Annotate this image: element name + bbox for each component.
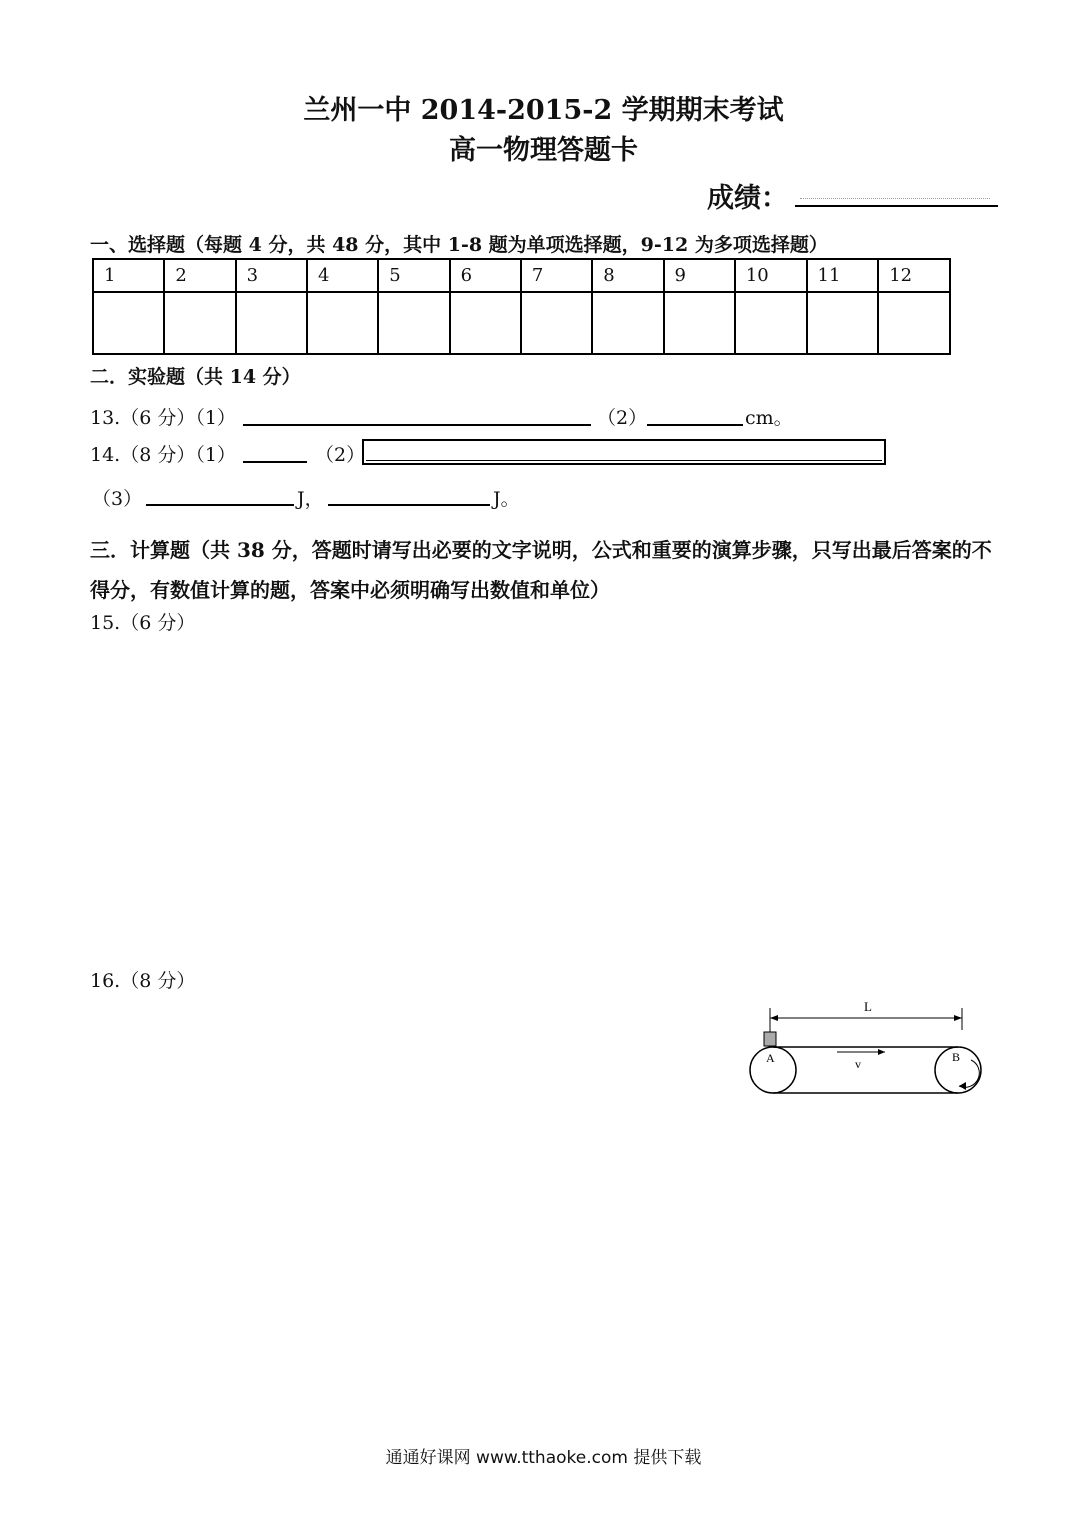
- point-b-label: B: [952, 1050, 961, 1064]
- q14-answer2-box[interactable]: [362, 439, 886, 465]
- velocity-arrowhead: [878, 1049, 885, 1055]
- q14-answer1-line[interactable]: [243, 461, 307, 463]
- exam-title: 兰州一中 2014-2015-2 学期期末考试: [303, 95, 784, 126]
- q16-label: 16.（8 分）: [90, 970, 196, 992]
- answer-cell[interactable]: [450, 292, 521, 354]
- answer-cell[interactable]: [307, 292, 378, 354]
- section3-heading: 三．计算题（共 38 分，答题时请写出必要的文字说明，公式和重要的演算步骤，只写出最后答案的不得分，有数值计算的题，答案中必须明确写出数值和单位）: [90, 538, 992, 602]
- answer-cell[interactable]: [521, 292, 592, 354]
- score-label: 成绩：: [707, 183, 788, 214]
- question-number-cell: 5: [378, 259, 449, 292]
- section1-heading: 一、选择题（每题 4 分，共 48 分，其中 1-8 题为单项选择题，9-12 为多项选择题）: [90, 234, 828, 256]
- footer-source: 通通好课网 www.tthaoke.com 提供下载: [385, 1448, 702, 1468]
- answer-cell[interactable]: [878, 292, 950, 354]
- question-number-cell: 10: [735, 259, 807, 292]
- question-number-cell: 7: [521, 259, 592, 292]
- q14-part3-label: （3）: [92, 488, 143, 510]
- q14-part2-label: （2）: [315, 444, 366, 466]
- q14-unit-a: J，: [297, 488, 324, 510]
- answer-cell[interactable]: [807, 292, 879, 354]
- q13-part2-label: （2）: [597, 407, 648, 429]
- q14-unit-b: J。: [493, 488, 520, 510]
- question-number-cell: 4: [307, 259, 378, 292]
- answer-sheet-title: 高一物理答题卡: [449, 135, 638, 166]
- answer-cell[interactable]: [93, 292, 164, 354]
- q14-answer3b-line[interactable]: [328, 504, 490, 506]
- point-a-label: A: [766, 1051, 775, 1065]
- answer-cell[interactable]: [735, 292, 807, 354]
- answer-cell[interactable]: [236, 292, 307, 354]
- score-dots: [800, 198, 990, 199]
- question-number-cell: 1: [93, 259, 164, 292]
- q13-answer2-line[interactable]: [647, 424, 743, 426]
- answer-cell[interactable]: [664, 292, 735, 354]
- velocity-label: v: [855, 1057, 861, 1071]
- question-number-cell: 6: [450, 259, 521, 292]
- length-arrow-right: [954, 1015, 962, 1021]
- q14-answer3a-line[interactable]: [146, 504, 294, 506]
- block-on-belt: [764, 1032, 776, 1046]
- multiple-choice-grid: [92, 258, 951, 355]
- question-number-cell: 2: [164, 259, 235, 292]
- answer-cell[interactable]: [164, 292, 235, 354]
- q13-answer1-line[interactable]: [243, 424, 591, 426]
- q13-label: 13.（6 分）（1）: [90, 407, 236, 429]
- question-number-cell: 9: [664, 259, 735, 292]
- question-number-cell: 3: [236, 259, 307, 292]
- question-number-cell: 12: [878, 259, 950, 292]
- q14-label: 14.（8 分）（1）: [90, 444, 236, 466]
- question-number-cell: 8: [592, 259, 663, 292]
- q13-unit: cm。: [745, 407, 793, 429]
- question-number-cell: 11: [807, 259, 879, 292]
- score-input-line[interactable]: [795, 205, 998, 207]
- length-label: L: [864, 999, 872, 1014]
- section2-heading: 二．实验题（共 14 分）: [90, 366, 301, 388]
- q15-label: 15.（6 分）: [90, 612, 196, 634]
- answer-cell[interactable]: [378, 292, 449, 354]
- conveyor-belt-diagram: [745, 990, 990, 1100]
- length-arrow-left: [770, 1015, 778, 1021]
- answer-cell[interactable]: [592, 292, 663, 354]
